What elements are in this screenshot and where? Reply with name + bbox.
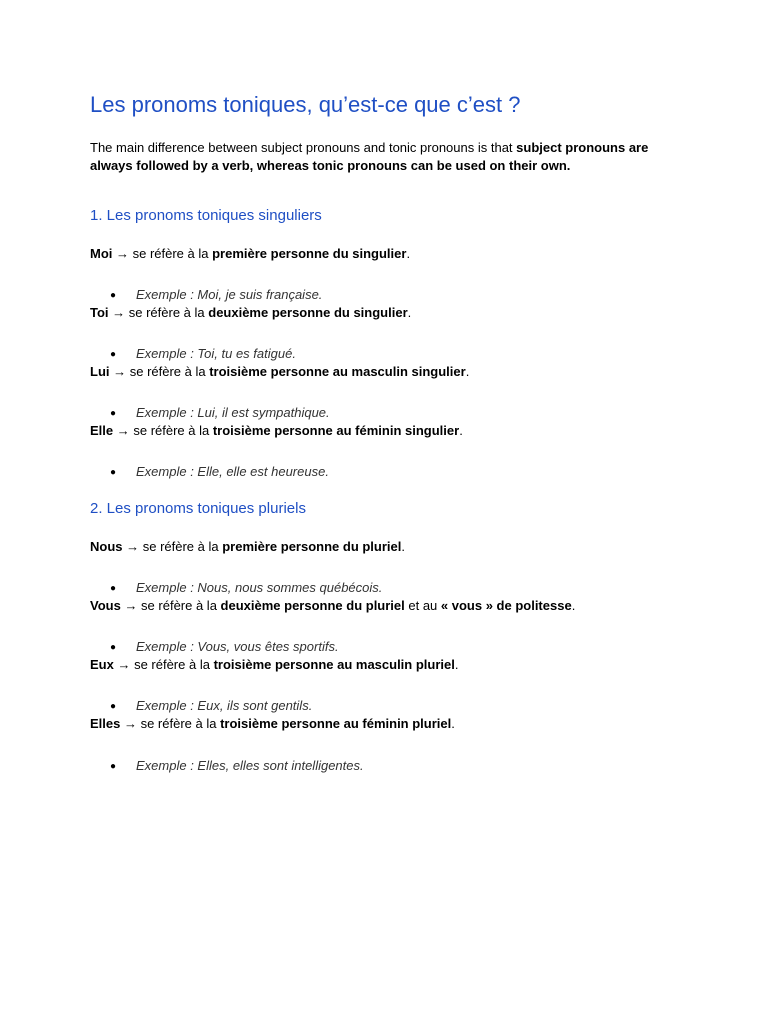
bullet-icon: ● xyxy=(110,761,117,772)
entry-bold: deuxième personne du pluriel xyxy=(220,598,405,613)
example-elles xyxy=(110,758,364,775)
entry-end: . xyxy=(451,716,455,731)
intro-paragraph xyxy=(90,139,660,175)
example-eux xyxy=(110,698,312,715)
section-heading-plural: 2. Les pronoms toniques pluriels xyxy=(90,500,306,517)
entry-lui xyxy=(90,364,469,380)
example-toi xyxy=(110,346,296,363)
bullet-icon: ● xyxy=(110,467,117,478)
entry-text: → se réfère à la xyxy=(113,423,213,438)
entry-bold: première personne du pluriel xyxy=(222,539,402,554)
entry-moi xyxy=(90,246,410,262)
entry-bold: deuxième personne du singulier xyxy=(208,305,408,320)
entry-text: → se réfère à la xyxy=(120,598,221,613)
entry-end: . xyxy=(454,657,459,672)
entry-bold: troisième personne au masculin pluriel xyxy=(213,657,455,672)
entry-end: . xyxy=(401,539,405,554)
bullet-icon: ● xyxy=(110,349,117,360)
example-nous xyxy=(110,580,382,597)
pronoun: Eux xyxy=(90,657,114,672)
entry-text: → se réfère à la xyxy=(112,246,213,261)
example-text: Exemple : Elle, elle est heureuse. xyxy=(136,464,329,479)
entry-toi xyxy=(90,305,411,321)
example-vous xyxy=(110,639,339,656)
pronoun: Nous xyxy=(90,539,123,554)
entry-bold: troisième personne au masculin singulier xyxy=(209,364,466,379)
example-text: Exemple : Eux, ils sont gentils. xyxy=(136,698,313,713)
bullet-icon: ● xyxy=(110,701,117,712)
pronoun: Lui xyxy=(90,364,110,379)
entry-end: . xyxy=(407,305,412,320)
entry-nous xyxy=(90,539,405,555)
entry-extra-text: et au xyxy=(404,598,441,613)
entry-elles xyxy=(90,716,455,732)
pronoun: Toi xyxy=(90,305,109,320)
pronoun: Elles xyxy=(90,716,121,731)
example-moi xyxy=(110,287,322,304)
entry-vous xyxy=(90,598,575,614)
bullet-icon: ● xyxy=(110,408,117,419)
intro-plain: The main difference between subject pronouns and tonic pronouns is that xyxy=(90,140,517,155)
entry-end: . xyxy=(465,364,470,379)
entry-extra-bold: « vous » de politesse xyxy=(440,598,572,613)
pronoun: Vous xyxy=(90,598,121,613)
page-title: Les pronoms toniques, qu’est-ce que c’est ? xyxy=(90,92,521,117)
pronoun: Elle xyxy=(90,423,114,438)
entry-text: → se réfère à la xyxy=(122,539,223,554)
bullet-icon: ● xyxy=(110,290,117,301)
section-heading-singular: 1. Les pronoms toniques singuliers xyxy=(90,207,322,224)
entry-text: → se réfère à la xyxy=(113,657,214,672)
example-text: Exemple : Moi, je suis française. xyxy=(136,287,323,302)
entry-bold: troisième personne au féminin singulier xyxy=(212,423,460,438)
intro-bold: subject pronouns are always followed by a verb, whereas tonic pronouns can be used on their own. xyxy=(90,140,649,173)
entry-bold: troisième personne au féminin pluriel xyxy=(220,716,452,731)
bullet-icon: ● xyxy=(110,642,117,653)
example-elle xyxy=(110,464,329,481)
example-lui xyxy=(110,405,330,422)
entry-end: . xyxy=(459,423,463,438)
entry-elle xyxy=(90,423,463,439)
entry-eux xyxy=(90,657,458,673)
entry-end: . xyxy=(571,598,576,613)
example-text: Exemple : Vous, vous êtes sportifs. xyxy=(136,639,339,654)
example-text: Exemple : Toi, tu es fatigué. xyxy=(136,346,296,361)
example-text: Exemple : Elles, elles sont intelligentes. xyxy=(136,758,364,773)
entry-end: . xyxy=(406,246,411,261)
pronoun: Moi xyxy=(90,246,113,261)
bullet-icon: ● xyxy=(110,583,117,594)
entry-bold: première personne du singulier xyxy=(212,246,407,261)
entry-text: → se réfère à la xyxy=(108,305,209,320)
example-text: Exemple : Nous, nous sommes québécois. xyxy=(136,580,383,595)
entry-text: → se réfère à la xyxy=(120,716,221,731)
example-text: Exemple : Lui, il est sympathique. xyxy=(136,405,330,420)
entry-text: → se réfère à la xyxy=(109,364,210,379)
